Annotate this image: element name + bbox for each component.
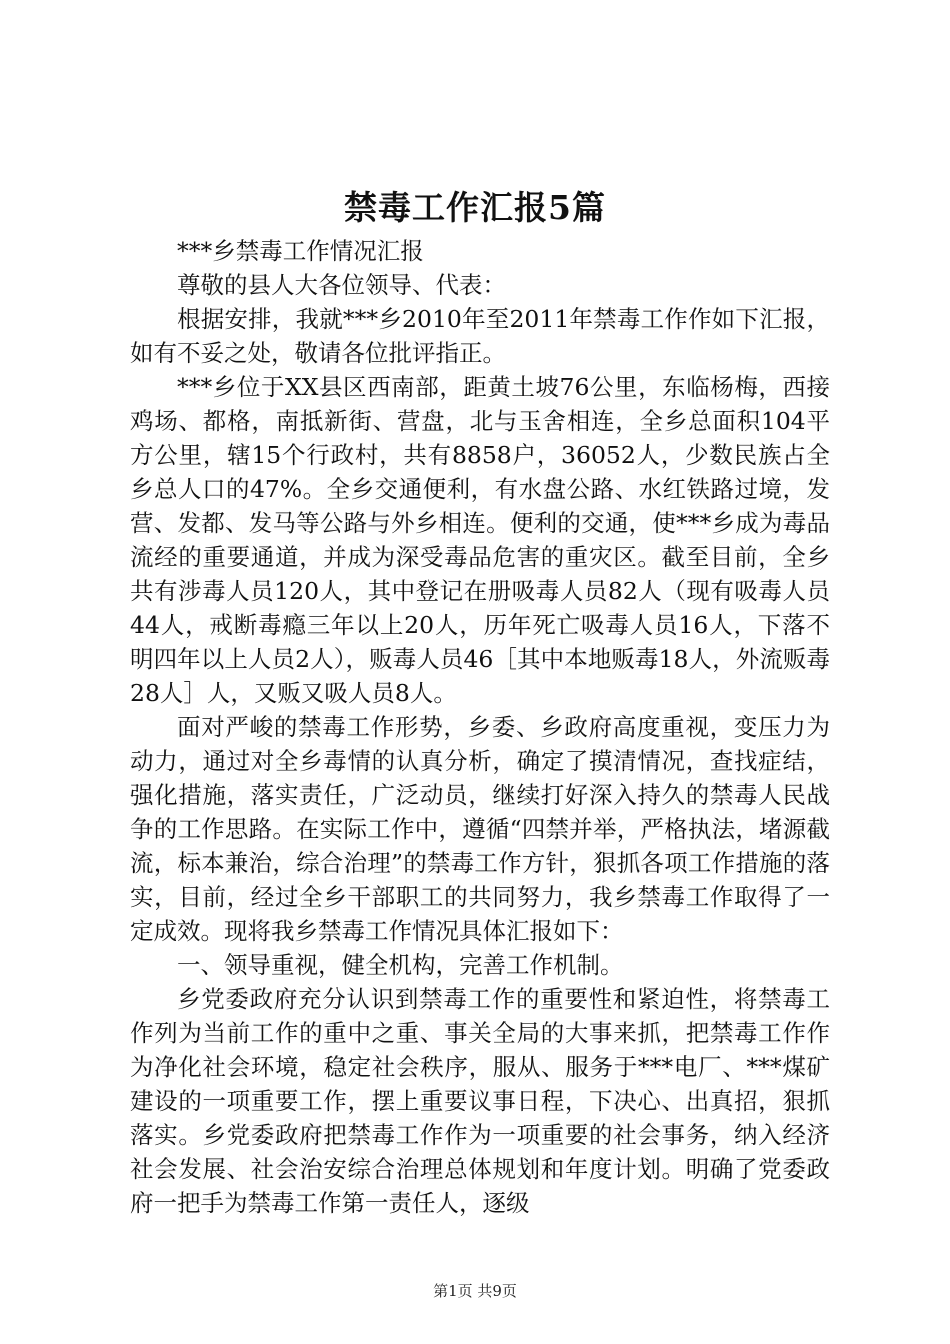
document-title: 禁毒工作汇报5篇 (344, 188, 606, 227)
paragraph-approach: 面对严峻的禁毒工作形势，乡委、乡政府高度重视，变压力为动力，通过对全乡毒情的认真分析，确定了摸清情况，查找症结，强化措施，落实责任，广泛动员，继续打好深入持久的禁毒人民战争的工作思路。在实际工作中，遵循“四禁并举，严格执法，堵源截流，标本兼治，综合治理”的禁毒工作方针，狠抓各项工作措施的落实，目前，经过全乡干部职工的共同努力，我乡禁毒工作取得了一定成效。现将我乡禁毒工作情况具体汇报如下： (130, 713, 830, 945)
paragraph-intro: 根据安排，我就***乡2010年至2011年禁毒工作作如下汇报，如有不妥之处，敬请各位批评指正。 (130, 305, 830, 367)
paragraph-overview: ***乡位于XX县区西南部，距黄土坡76公里，东临杨梅，西接鸡场、都格，南抵新街、营盘，北与玉舍相连，全乡总面积104平方公里，辖15个行政村，共有8858户，36052人，少数民族占全乡总人口的47%。全乡交通便利，有水盘公路、水红铁路过境，发营、发都、发马等公路与外乡相连。便利的交通，使***乡成为毒品流经的重要通道，并成为深受毒品危害的重灾区。截至目前，全乡共有涉毒人员120人，其中登记在册吸毒人员82人（现有吸毒人员44人，戒断毒瘾三年以上20人，历年死亡吸毒人员16人，下落不明四年以上人员2人），贩毒人员46［其中本地贩毒18人，外流贩毒28人］人，又贩又吸人员8人。 (130, 373, 830, 707)
page-footer: 第1页 共9页 (433, 1282, 517, 1300)
paragraph-section-heading: 一、领导重视，健全机构，完善工作机制。 (177, 951, 624, 979)
paragraph-salutation: 尊敬的县人大各位领导、代表： (177, 271, 506, 299)
document-body (130, 234, 830, 1220)
paragraph-leadership: 乡党委政府充分认识到禁毒工作的重要性和紧迫性，将禁毒工作列为当前工作的重中之重、事关全局的大事来抓，把禁毒工作作为净化社会环境，稳定社会秩序，服从、服务于***电厂、***煤矿建设的一项重要工作，摆上重要议事日程，下决心、出真招，狠抓落实。乡党委政府把禁毒工作作为一项重要的社会事务，纳入经济社会发展、社会治安综合治理总体规划和年度计划。明确了党委政府一把手为禁毒工作第一责任人，逐级 (130, 985, 830, 1217)
paragraph-subtitle: ***乡禁毒工作情况汇报 (177, 237, 424, 265)
